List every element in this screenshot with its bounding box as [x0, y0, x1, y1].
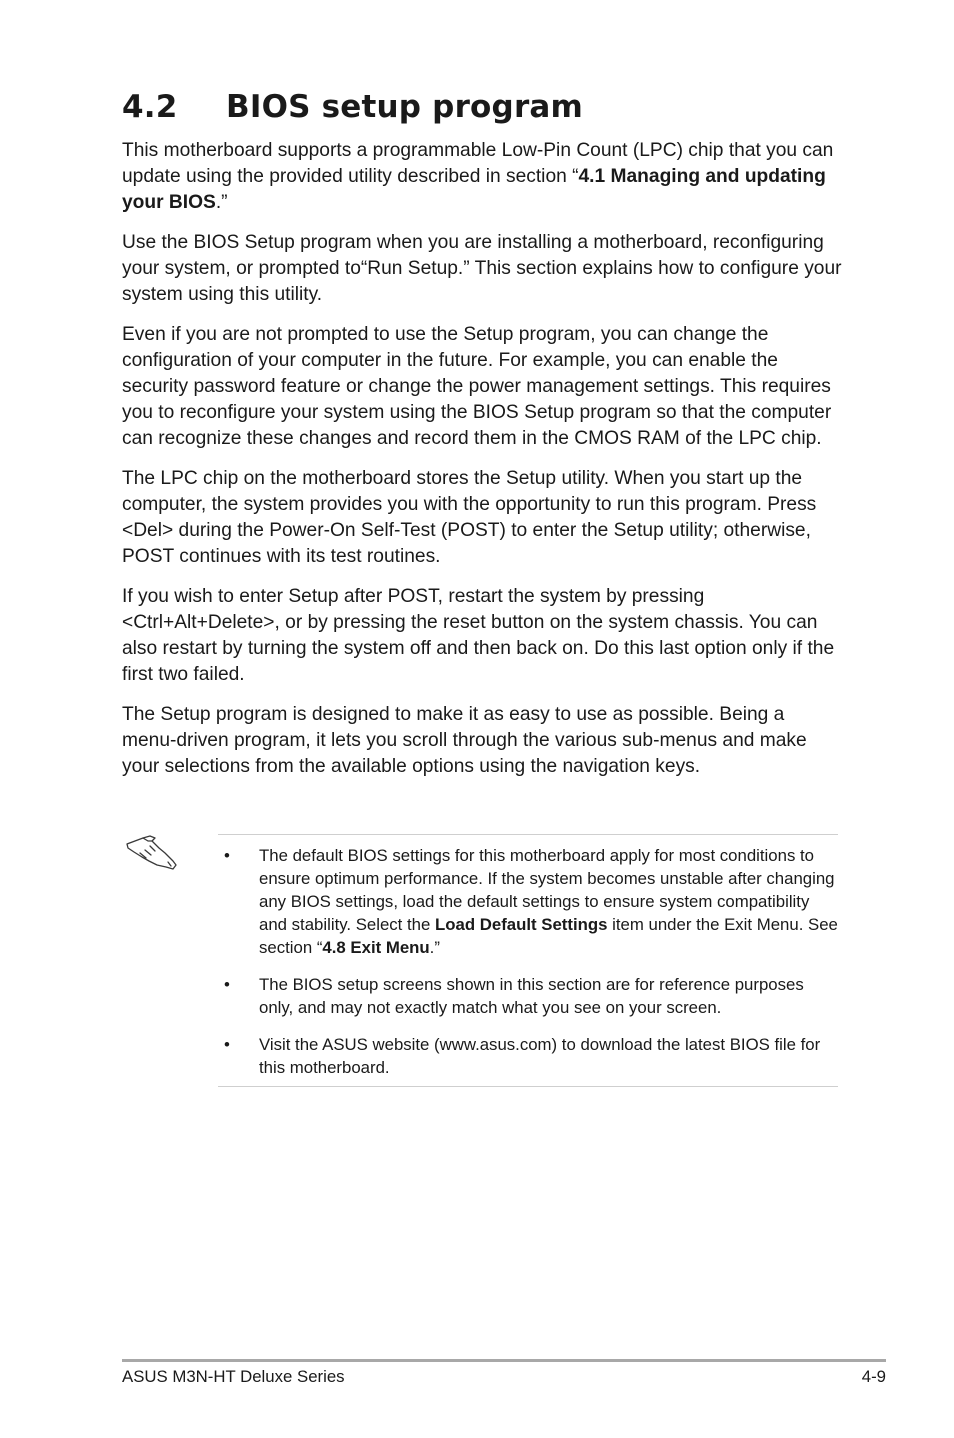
- bullet: •: [224, 1035, 230, 1054]
- section-title: BIOS setup program: [226, 89, 584, 125]
- section-heading: [122, 86, 583, 128]
- paragraph-lpc-chip: The LPC chip on the motherboard stores the Setup utility. When you start up the computer, the system provides you with the opportunity to run this program. Press <Del> during the Power-On Self-Test (POST) to enter the Setup utility; otherwise, POST continues with its test routines.: [122, 468, 817, 567]
- note-item-reference-screens: • The BIOS setup screens shown in this section are for reference purposes only, and may not exactly match what you see on your screen.: [224, 975, 804, 1017]
- hand-note-icon: [124, 832, 180, 874]
- menu-item-reference: Load Default Settings: [435, 915, 608, 934]
- section-reference: 4.8 Exit Menu: [322, 938, 430, 957]
- note-box: [218, 834, 838, 1087]
- section-reference: 4.1 Managing and updating your BIOS: [122, 166, 826, 213]
- paragraph-configuration: Even if you are not prompted to use the Setup program, you can change the configuration of your computer in the future. For example, you can enable the security password feature or change the power management settings. This requires you to reconfigure your system using the BIOS Setup program so that the computer can recognize these changes and record them in the CMOS RAM of the LPC chip.: [122, 324, 832, 449]
- paragraph-intro: This motherboard supports a programmable Low-Pin Count (LPC) chip that you can update using the provided utility described in section “4.1 Managing and updating your BIOS.”: [122, 140, 834, 213]
- section-number: 4.2: [122, 89, 178, 125]
- paragraph-navigation: The Setup program is designed to make it as easy to use as possible. Being a menu-driven program, it lets you scroll through the various sub-menus and make your selections from the available options using the navigation keys.: [122, 704, 807, 777]
- bullet: •: [224, 975, 230, 994]
- paragraph-usage: Use the BIOS Setup program when you are installing a motherboard, reconfiguring your system, or prompted to“Run Setup.” This section explains how to configure your system using this utility.: [122, 232, 842, 305]
- footer-page-number: 4-9: [861, 1367, 886, 1386]
- note-item-website: • Visit the ASUS website (www.asus.com) to download the latest BIOS file for this motherboard.: [224, 1035, 821, 1077]
- body-text: [122, 138, 842, 794]
- footer-divider: [122, 1359, 886, 1362]
- paragraph-restart: If you wish to enter Setup after POST, restart the system by pressing <Ctrl+Alt+Delete>, or by pressing the reset button on the system chassis. You can also restart by turning the system off and then back on. Do this last option only if the first two failed.: [122, 586, 835, 685]
- note-item-default-settings: • The default BIOS settings for this motherboard apply for most conditions to ensure optimum performance. If the system becomes unstable after changing any BIOS settings, load the default settings to ensure system compatibility and stability. Select the Load Default Settings item under the Exit Menu. See section “4.8 Exit Menu.”: [224, 846, 838, 957]
- footer-product-name: ASUS M3N-HT Deluxe Series: [122, 1367, 345, 1386]
- bullet: •: [224, 846, 230, 865]
